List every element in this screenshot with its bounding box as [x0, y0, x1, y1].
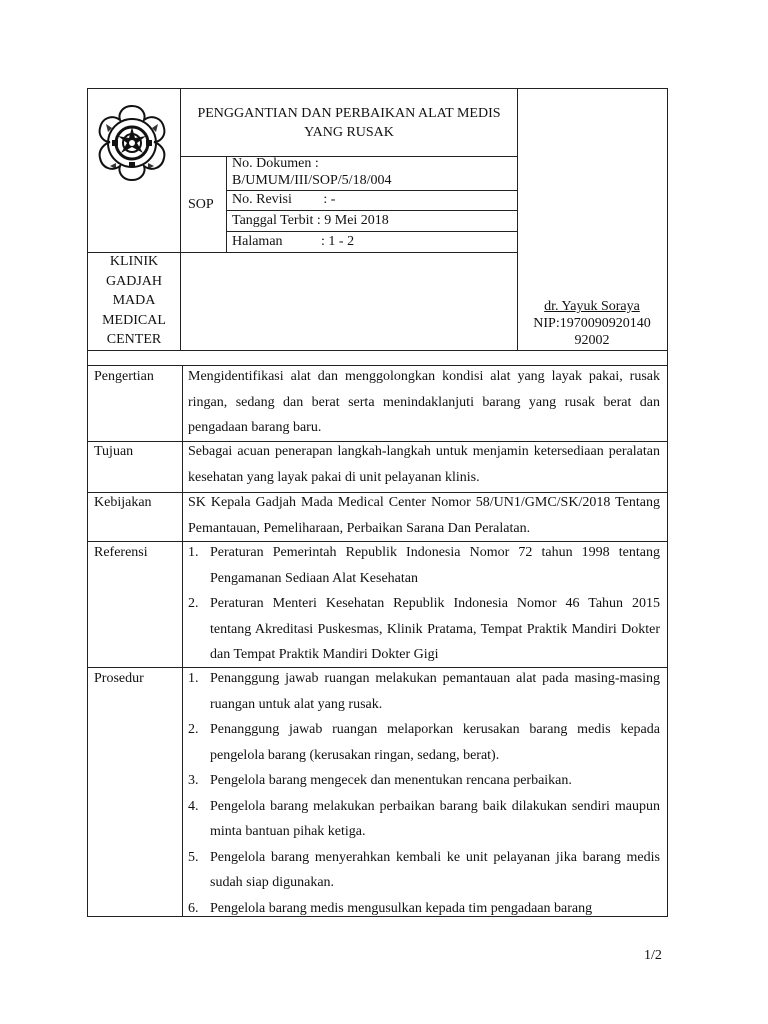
list-number: 1.	[188, 671, 199, 686]
list-number: 2.	[188, 596, 199, 611]
ugm-logo-icon	[90, 100, 174, 184]
list-text: Peraturan Pemerintah Republik Indonesia Nomor 72 tahun 1998 tentang Pengamanan Sediaan Alat Kesehatan	[210, 545, 660, 586]
list-text: Pengelola barang melakukan perbaikan barang baik dilakukan sendiri maupun minta bantuan pihak ketiga.	[210, 798, 660, 839]
list-item	[188, 666, 660, 717]
list-number: 1.	[188, 545, 199, 560]
referensi-list	[188, 540, 660, 668]
no-revisi: No. Revisi : -	[232, 192, 336, 207]
list-text: Pengelola barang mengecek dan menentukan rencana perbaikan.	[210, 773, 572, 788]
pengertian-text: Mengidentifikasi alat dan menggolongkan kondisi alat yang layak pakai, rusak ringan, sedang dan berat serta menindaklanjuti barang yang rusak berat dan pengadaan barang baru.	[188, 369, 660, 435]
nip-line: 92002	[574, 333, 610, 348]
list-item	[188, 591, 660, 668]
institution-line: GADJAH	[106, 273, 162, 289]
list-number: 2.	[188, 722, 199, 737]
list-number: 6.	[188, 900, 199, 916]
halaman: Halaman : 1 - 2	[232, 234, 355, 249]
institution-line: MEDICAL	[102, 312, 166, 328]
sop-label: SOP	[188, 197, 214, 212]
signatory-block	[519, 298, 665, 349]
prosedur-list	[188, 666, 660, 916]
institution-line: MADA	[112, 293, 156, 309]
referensi-label: Referensi	[94, 545, 148, 560]
institution-name	[88, 252, 180, 350]
list-text: Pengelola barang medis mengusulkan kepada tim pengadaan barang	[210, 900, 593, 916]
prosedur-label: Prosedur	[94, 671, 144, 686]
page-number: 1/2	[644, 948, 662, 963]
list-number: 3.	[188, 773, 199, 788]
list-item	[188, 794, 660, 845]
signatory-name: dr. Yayuk Soraya	[544, 299, 640, 314]
kebijakan-label: Kebijakan	[94, 495, 152, 510]
nip-line: NIP:1970090920140	[533, 316, 651, 331]
tujuan-label: Tujuan	[94, 444, 134, 459]
list-text: Peraturan Menteri Kesehatan Republik Indonesia Nomor 46 Tahun 2015 tentang Akreditasi Puskesmas, Klinik Pratama, Tempat Praktik Mandiri Dokter dan Tempat Praktik Mandiri Dokter Gigi	[210, 596, 660, 662]
tujuan-text: Sebagai acuan penerapan langkah-langkah untuk menjamin ketersediaan peralatan kesehatan yang layak pakai di unit pelayanan klinis.	[188, 444, 660, 485]
no-dokumen-value: B/UMUM/III/SOP/5/18/004	[232, 173, 392, 188]
institution-line: KLINIK	[109, 254, 159, 269]
institution-line: CENTER	[106, 332, 162, 348]
list-item	[188, 768, 660, 794]
list-item	[188, 845, 660, 896]
list-item	[188, 896, 660, 917]
list-item	[188, 717, 660, 768]
list-number: 4.	[188, 798, 199, 814]
list-text: Pengelola barang menyerahkan kembali ke unit pelayanan jika barang medis sudah siap digunakan.	[210, 849, 660, 890]
pengertian-label: Pengertian	[94, 369, 154, 384]
tanggal-terbit: Tanggal Terbit : 9 Mei 2018	[232, 213, 389, 228]
document-title: PENGGANTIAN DAN PERBAIKAN ALAT MEDIS YANG RUSAK	[197, 106, 501, 140]
no-dokumen-label: No. Dokumen :	[232, 156, 319, 171]
list-number: 5.	[188, 849, 199, 865]
list-item	[188, 540, 660, 591]
list-text: Penanggung jawab ruangan melakukan pemantauan alat pada masing-masing ruangan untuk alat yang rusak.	[210, 671, 660, 712]
kebijakan-text: SK Kepala Gadjah Mada Medical Center Nomor 58/UN1/GMC/SK/2018 Tentang Pemantauan, Pemeliharaan, Perbaikan Sarana Dan Peralatan.	[188, 495, 660, 536]
list-text: Penanggung jawab ruangan melaporkan kerusakan barang medis kepada pengelola barang (kerusakan ringan, sedang, berat).	[210, 722, 660, 763]
